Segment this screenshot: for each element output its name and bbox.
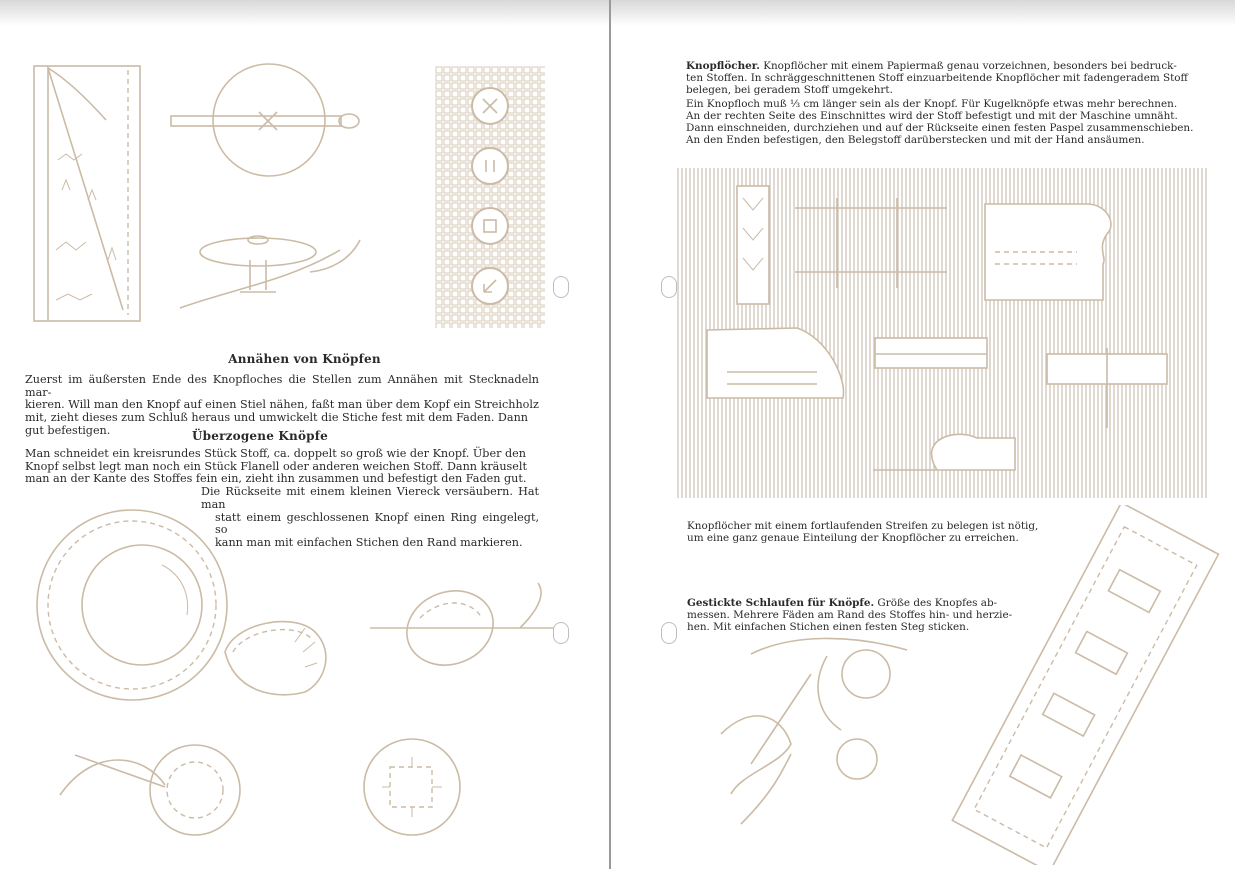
diagonal-strip-illustration [941, 505, 1221, 865]
paragraph-line-text: Knopflöcher mit einem Papiermaß genau vorzeichnen, besonders bei bedruck- [763, 60, 1177, 72]
paragraph-line [686, 60, 1194, 72]
paragraph-line: An der rechten Seite des Einschnittes wird der Stoff befestigt und mit der Maschine umnäht. [686, 110, 1178, 122]
paragraph-line: Die Rückseite mit einem kleinen Viereck versäubern. Hat man [201, 485, 539, 511]
paragraph-line: um eine ganz genaue Einteilung der Knopflöcher zu erreichen. [687, 532, 1019, 544]
embroidered-loops-illustration [711, 634, 911, 834]
paragraph-line: Man schneidet ein kreisrundes Stück Stoff, ca. doppelt so groß wie der Knopf. Über den [25, 447, 526, 460]
paragraph-line: messen. Mehrere Fäden am Rand des Stoffes hin- und herzie- [687, 609, 1013, 621]
paragraph-line: statt einem geschlossenen Knopf einen Ring eingelegt, so [215, 510, 539, 537]
left-page [0, 0, 609, 869]
button-shank-illustration [170, 220, 370, 320]
paragraph-line: An den Enden befestigen, den Belegstoff darüberstecken und mit der Hand ansäumen. [686, 134, 1145, 146]
paragraph-line: ten Stoffen. In schräggeschnittenen Stoff einzuarbeitende Knopflöcher mit fadengeradem Stoff [686, 72, 1188, 84]
fabric-circle-illustration [22, 505, 232, 710]
right-page [611, 0, 1235, 869]
paragraph-line: kieren. Will man den Knopf auf einen Stiel nähen, faßt man über dem Kopf ein Streichholz [25, 398, 539, 412]
fabric-stitch-illustration [28, 60, 148, 325]
heading-annaehen: Annähen von Knöpfen [228, 352, 381, 366]
paragraph-line: Knopf selbst legt man noch ein Stück Flanell oder anderen weichen Stoff. Dann kräuselt [25, 459, 527, 473]
button-thread-illustration [370, 578, 570, 688]
paragraph-line: gut befestigen. [25, 423, 111, 437]
paragraph-knopfloecher [686, 60, 1194, 146]
binder-hole [553, 276, 569, 298]
heading-knopfloecher: Knopflöcher. [686, 60, 760, 72]
paragraph-line-text: Größe des Knopfes ab- [877, 597, 998, 609]
paragraph-line: Knopflöcher mit einem fortlaufenden Streifen zu belegen ist nötig, [687, 520, 1039, 532]
paragraph-annaehen [25, 374, 539, 438]
paragraph-line: Ein Knopfloch muß ⅓ cm länger sein als der Knopf. Für Kugelknöpfe etwas mehr berechnen. [686, 98, 1178, 110]
gathered-fabric-illustration [215, 612, 350, 702]
heading-schlaufen: Gestickte Schlaufen für Knöpfe. [687, 597, 875, 609]
paragraph-line: kann man mit einfachen Stichen den Rand markieren. [215, 535, 523, 549]
button-patch-illustration [360, 735, 465, 840]
paragraph-line: Zuerst im äußersten Ende des Knopfloches die Stellen zum Annähen mit Stecknadeln mar- [25, 373, 539, 399]
binder-hole [661, 276, 677, 298]
paragraph-line: mit, zieht dieses zum Schluß heraus und umwickelt die Stiche fest mit dem Faden. Dann [25, 411, 528, 425]
paragraph-line: Dann einschneiden, durchziehen und auf der Rückseite einen festen Paspel zusammenschieben. [686, 122, 1194, 134]
button-needle-illustration [55, 735, 250, 855]
button-matchstick-illustration [165, 62, 365, 192]
heading-ueberzogene-knoepfe: Überzogene Knöpfe [192, 429, 328, 443]
binder-hole [661, 622, 677, 644]
grid-buttons-illustration [435, 66, 545, 328]
paragraph-line: hen. Mit einfachen Stichen einen festen Steg sticken. [687, 621, 970, 633]
paragraph-line: belegen, bei geradem Stoff umgekehrt. [686, 84, 893, 96]
buttonhole-striped-illustration [677, 168, 1207, 498]
binder-hole [553, 622, 569, 644]
paragraph-line: man an der Kante des Stoffes fein ein, zieht ihn zusammen und befestigt den Faden gut. [25, 472, 527, 486]
